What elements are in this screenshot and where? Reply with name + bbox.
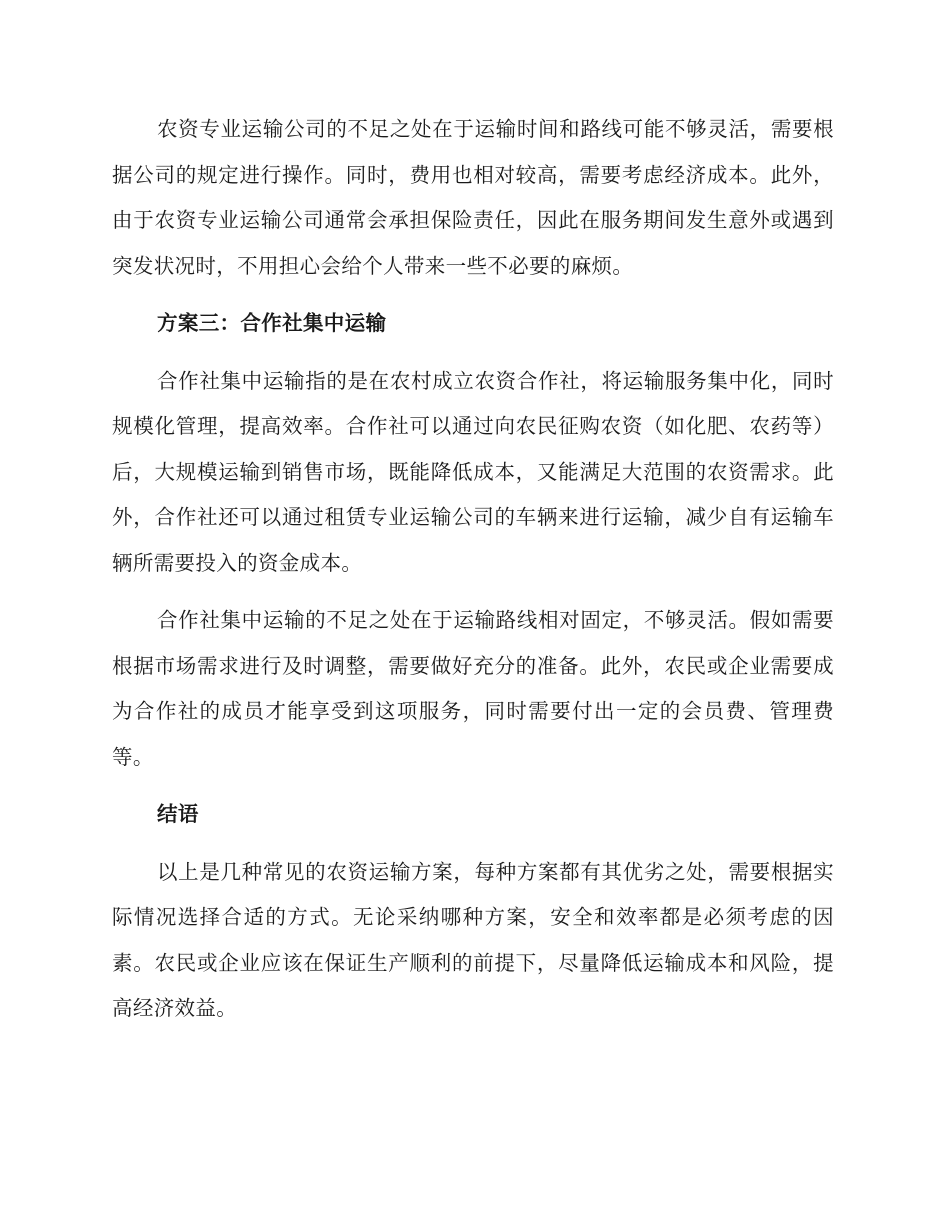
paragraph-cooperative-drawbacks: 合作社集中运输的不足之处在于运输路线相对固定，不够灵活。假如需要根据市场需求进行及时调整，需要做好充分的准备。此外，农民或企业需要成为合作社的成员才能享受到这项服务，同时需要付出一定的会员费、管理费等。	[112, 608, 834, 769]
section-heading-plan-three: 方案三：合作社集中运输	[157, 311, 387, 335]
section-heading-conclusion: 结语	[157, 802, 199, 826]
document-page	[112, 107, 834, 1032]
paragraph-transport-company-drawbacks: 农资专业运输公司的不足之处在于运输时间和路线可能不够灵活，需要根据公司的规定进行操作。同时，费用也相对较高，需要考虑经济成本。此外，由于农资专业运输公司通常会承担保险责任，因此在服务期间发生意外或遇到突发状况时，不用担心会给个人带来一些不必要的麻烦。	[112, 117, 834, 278]
paragraph-cooperative-transport: 合作社集中运输指的是在农村成立农资合作社，将运输服务集中化，同时规模化管理，提高效率。合作社可以通过向农民征购农资（如化肥、农药等）后，大规模运输到销售市场，既能降低成本，又能满足大范围的农资需求。此外，合作社还可以通过租赁专业运输公司的车辆来进行运输，减少自有运输车辆所需要投入的资金成本。	[112, 368, 834, 575]
paragraph-conclusion: 以上是几种常见的农资运输方案，每种方案都有其优劣之处，需要根据实际情况选择合适的方式。无论采纳哪种方案，安全和效率都是必须考虑的因素。农民或企业应该在保证生产顺利的前提下，尽量降低运输成本和风险，提高经济效益。	[112, 859, 834, 1020]
